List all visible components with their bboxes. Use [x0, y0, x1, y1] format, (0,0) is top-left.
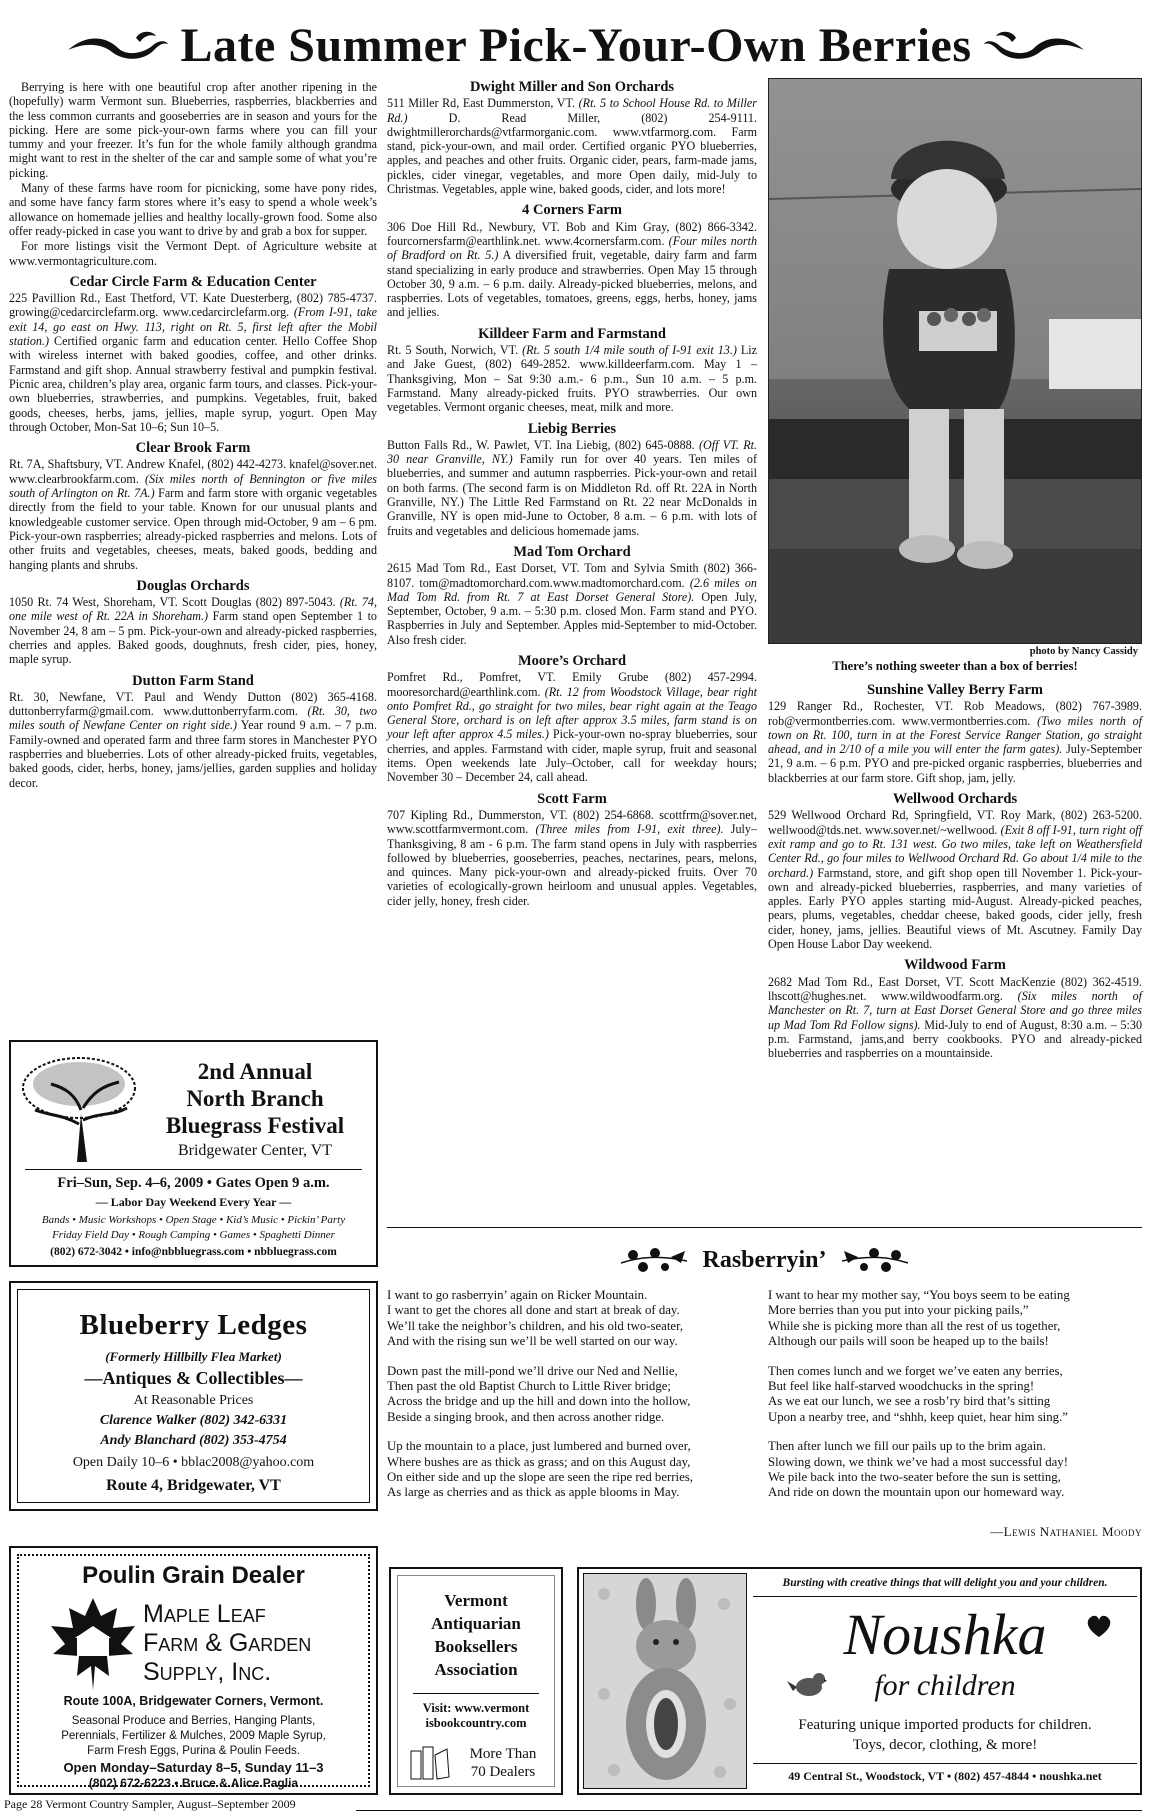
- farm-name: Moore’s Orchard: [517, 652, 627, 669]
- farm-listing: [768, 683, 1142, 785]
- books-icon: [409, 1741, 451, 1781]
- bluegrass-activities-2: Friday Field Day • Rough Camping • Games • Spaghetti Dinner: [52, 1229, 335, 1241]
- farm-details: Mid-July to end of August, 8:30 a.m. – 5:30 p.m. Farmstand, jams,and berry cookbooks. PYO and already-picked blueberries and raspberries on a mountainside.: [768, 1017, 1142, 1061]
- farm-directions: (Exit 8 off I-91, turn right off exit ramp and go to Rt. 131 west. Go two miles, take left on Weathersfield Center Rd., go four miles to Wellwood Orchard Rd. Go about 1/4 mile to the orchard.): [768, 822, 1143, 880]
- poulin-line-3: Supply, Inc.: [143, 1658, 272, 1686]
- poem-line: Upon a nearby tree, and “shhh, keep quiet, hear him sing.”: [768, 1409, 1068, 1424]
- farm-listing: [9, 275, 377, 434]
- blueberry-former: (Formerly Hillbilly Flea Market): [105, 1349, 282, 1364]
- booksellers-visit-2: isbookcountry.com: [425, 1716, 527, 1730]
- farm-description: [387, 220, 757, 320]
- farm-details: July–Thanksgiving, 8 am - 6 p.m. The farm stand opens in July with raspberries followed by blueberries, gooseberries, peaches, nectarines, pears, melons, and quinces. Many pick-your-own and already-picked fruits. Over 70 varieties of ecologically-grown heirloom and unusual apples. Vegetables, cider jelly, honey, fresh cider.: [387, 822, 757, 908]
- farm-name: Liebig Berries: [527, 420, 617, 437]
- left-flourish-icon: [66, 28, 170, 62]
- blueberry-phone-1: Clarence Walker (802) 342-6331: [99, 1413, 288, 1428]
- poem-line: As large as cherries and as thick as apple blooms in May.: [387, 1485, 680, 1500]
- blueberry-name: Blueberry Ledges: [79, 1309, 308, 1341]
- farm-listing: [387, 654, 757, 785]
- farm-details: Farm and farm store with organic vegetables directly from the field to your table. Known for our unusual plants and knowledgeable customer service. Open through mid-October, 9 am – 6 pm. Pick-your-own raspberries; already-picked raspberries and melons. Lots of other fruits and vegetables, cheeses, meats, baked goods, bedding and hanging plants and shrubs.: [9, 486, 377, 572]
- poem-line: Beside a singing brook, and then across another ridge.: [387, 1409, 665, 1424]
- divider: [753, 1763, 1137, 1764]
- poulin-items-3: Farm Fresh Eggs, Purina & Poulin Feeds.: [87, 1745, 300, 1757]
- farm-directions: (Six miles north of Bennington or five miles south of Arlington on Rt. 7A.): [9, 471, 377, 501]
- farm-details: Year round 9 a.m. – 7 p.m. Family-owned and operated farm and three farm stores in Manchester PYO raspberries and blueberries. Lots of other already-picked fruits, vegetables, baked goods, cider, herbs, honey, jams/jellies, garden supplies and holiday decor.: [9, 718, 377, 790]
- farm-listing: [387, 203, 757, 319]
- noushka-desc-1: Featuring unique imported products for children.: [798, 1717, 1092, 1733]
- farm-listing: [9, 674, 377, 790]
- booksellers-line-1: Vermont: [444, 1591, 508, 1610]
- blueberry-prices: At Reasonable Prices: [133, 1393, 254, 1408]
- poem-line: Up the mountain to a place, just lumbered and burned over,: [387, 1439, 691, 1454]
- photo-credit: photo by Nancy Cassidy: [1029, 646, 1138, 657]
- farm-name: Scott Farm: [537, 790, 607, 807]
- bluegrass-activities-1: Bands • Music Workshops • Open Stage • Kid’s Music • Pickin’ Party: [41, 1214, 346, 1226]
- bluegrass-line-3: Bluegrass Festival: [165, 1113, 345, 1138]
- farm-contact: 1050 Rt. 74 West, Shoreham, VT. Scott Douglas (802) 897-5043.: [9, 595, 340, 610]
- poulin-items-1: Seasonal Produce and Berries, Hanging Plants,: [71, 1715, 316, 1727]
- poem-line: As we eat our lunch, we see a rosb’ry bird that’s sitting: [768, 1394, 1051, 1409]
- poem-line: I want to get the chores all done and start at break of day.: [387, 1303, 680, 1318]
- farm-description: [9, 457, 377, 571]
- farm-contact: 2615 Mad Tom Rd., East Dorset, VT. Tom and Sylvia Smith (802) 366-8107. tom@madtomorchard.com.www.madtomorchard.com.: [387, 561, 757, 590]
- poulin-name: Poulin Grain Dealer: [82, 1562, 305, 1589]
- poem-stanza: [768, 1439, 1142, 1501]
- footer-rule: [356, 1810, 1142, 1811]
- poem-line: Where bushes are as thick as grass; and on this August day,: [387, 1454, 691, 1469]
- maple-leaf-icon: [47, 1596, 139, 1692]
- farm-directions: (Rt. 5 south 1/4 mile south of I-91 exit 13.): [522, 343, 737, 358]
- poem-line: On either side and up the slope are seen the ripe red berries,: [387, 1470, 693, 1485]
- farm-listing: [387, 327, 757, 415]
- farm-description: [9, 690, 377, 790]
- booksellers-line-3: Booksellers: [434, 1637, 518, 1656]
- farm-description: [387, 438, 757, 538]
- farm-listing: [9, 579, 377, 667]
- poem-author: —Lewis Nathaniel Moody: [990, 1524, 1142, 1539]
- poem-line: Across the bridge and up the hill and down into the hollow,: [387, 1394, 691, 1409]
- divider: [25, 1169, 362, 1170]
- farm-directions: (Rt. 30, two miles south of Newfane Center on right side.): [9, 704, 377, 733]
- column-1: [9, 80, 377, 790]
- farm-directions: (Three miles from I-91, exit three).: [535, 822, 724, 837]
- blueberry-tagline: —Antiques & Collectibles—: [84, 1368, 303, 1388]
- ad-poulin-grain: [9, 1546, 378, 1795]
- farm-listing: [768, 792, 1142, 951]
- farm-contact: Rt. 7A, Shaftsbury, VT. Andrew Knafel, (802) 442-4273. knafel@sover.net. www.clearbrookfarm.com.: [9, 457, 377, 486]
- farm-details: Farm stand open September 1 to November 24, 8 am – 5 pm. Pick-your-own and already-picked raspberries, cherries and apples. Baked goods, doughnuts, fresh cider, pies, honey, maple syrup.: [9, 609, 377, 667]
- farm-description: [387, 343, 757, 414]
- farm-description: [387, 808, 757, 908]
- booksellers-more-1: More Than: [469, 1746, 537, 1762]
- farm-listing: [387, 422, 757, 538]
- right-flourish-icon: [982, 28, 1086, 62]
- farm-contact: 707 Kipling Rd., Dummerston, VT. (802) 254-6868. scottfrm@sover.net, www.scottfarmvermont.com.: [387, 807, 757, 837]
- farm-name: Sunshine Valley Berry Farm: [866, 682, 1044, 698]
- noushka-photo: [583, 1573, 747, 1789]
- farm-description: [9, 595, 377, 666]
- bluegrass-subtitle: — Labor Day Weekend Every Year —: [95, 1195, 292, 1209]
- photo-boy-with-berries: [768, 78, 1142, 644]
- berry-sprig-icon: [619, 1243, 689, 1277]
- farm-description: [768, 808, 1142, 951]
- farm-details: A diversified fruit, vegetable, dairy farm and farm stand specializing in early produce and strawberries. Open May 15 through October 30, 9 a.m. – 6 p.m. daily. Already-picked blueberries, melons, and raspberries. Lots of vegetables, tomatoes, greens, eggs, herbs, honey, jams and jellies.: [387, 248, 757, 320]
- poem-line: While she is picking more than all the rest of us together,: [768, 1318, 1061, 1333]
- poem-stanza: [768, 1364, 1142, 1426]
- farm-name: 4 Corners Farm: [522, 202, 622, 219]
- intro-paragraph: For more listings visit the Vermont Dept. of Agriculture website at www.vermontagriculture.com.: [9, 239, 377, 268]
- farm-description: [387, 670, 757, 784]
- farm-name: Dutton Farm Stand: [132, 672, 254, 689]
- farm-details: Farmstand, store, and gift shop open till November 1. Pick-your-own and already-picked blueberries, raspberries, and many varieties of apples. Early PYO apples starting mid-August. Already-picked peaches, pears, plums, vegetables, cheddar cheese, baked goods, cider jelly, fresh cider, honey, jams, jellies. Beautiful views of Mt. Ascutney. Family Day Open House Labor Day weekend.: [768, 865, 1142, 952]
- photo-illustration: [769, 79, 1141, 643]
- column-3: [768, 683, 1142, 1060]
- booksellers-more-2: 70 Dealers: [470, 1764, 536, 1780]
- farm-name: Douglas Orchards: [136, 577, 250, 594]
- farm-details: Liz and Jake Guest, (802) 649-2852. www.killdeerfarm.com. May 1 – Thanksgiving, Mon – Sat 9:30 a.m.- 6 p.m., Sun 10 a.m. – 5 p.m. Farmstand. Many already-picked fruits. PYO strawberries. Our own vegetables. Vermont organic cheeses, meat, milk and more.: [387, 343, 757, 415]
- poem-title: Rasberryin’: [702, 1246, 827, 1273]
- farm-description: [387, 561, 757, 647]
- poem-line: We’ll take the neighbor’s children, and his old two-seater,: [387, 1318, 684, 1333]
- noushka-name: Noushka: [843, 1602, 1047, 1667]
- farm-directions: (Rt. 5 to School House Rd. to Miller Rd.): [387, 96, 757, 125]
- farm-directions: (From I-91, take exit 14, go east on Hwy. 113, right on Rt. 5, first left after the Mobil station.): [9, 305, 377, 349]
- farm-directions: (Rt. 74, one mile west of Rt. 22A in Shoreham.): [9, 595, 377, 624]
- farm-listing: [387, 792, 757, 908]
- intro-paragraph: Berrying is here with one beautiful crop after another ripening in the (hopefully) warm Vermont sun. Blueberries, raspberries, blackberries and the less common currants and gooseberries are in season and yours for the picking. Here are some pick-your-own farms where you can fill your tummy and your freezer. It’s fun for the whole family although grandma might want to rest in the shelter of the car and sample some of what you’re picking.: [9, 80, 377, 180]
- ad-noushka: [577, 1567, 1142, 1795]
- intro-paragraph: Many of these farms have room for picnicking, some have pony rides, and some have fancy farm stores where it’s easy to spend a whole week’s allowance on homemade jellies and healthy locally-grown food. Some also offer ready-picked in case you want to drive by and grab a box for supper.: [9, 181, 377, 238]
- bluegrass-dates: Fri–Sun, Sep. 4–6, 2009 • Gates Open 9 a.m.: [57, 1175, 330, 1191]
- divider: [753, 1596, 1137, 1597]
- noushka-subtitle: for children: [874, 1669, 1016, 1702]
- farm-name: Clear Brook Farm: [135, 440, 251, 457]
- farm-listing: [387, 545, 757, 647]
- section-divider: [387, 1227, 1142, 1228]
- farm-contact: Button Falls Rd., W. Pawlet, VT. Ina Liebig, (802) 645-0888.: [387, 437, 699, 452]
- poulin-address: Route 100A, Bridgewater Corners, Vermont.: [63, 1694, 324, 1708]
- farm-contact: 225 Pavillion Rd., East Thetford, VT. Kate Duesterberg, (802) 785-4737. growing@cedarcirclefarm.org. www.cedarcirclefarm.org.: [9, 291, 377, 320]
- farm-contact: 529 Wellwood Orchard Rd, Springfield, VT. Roy Mark, (802) 263-5200. wellwood@tds.net. www.sover.net/~wellwood.: [768, 808, 1142, 837]
- page-footer: Page 28 Vermont Country Sampler, August–September 2009: [4, 1797, 296, 1811]
- booksellers-line-4: Association: [434, 1660, 518, 1679]
- poem-line: I want to hear my mother say, “You boys seem to be eating: [768, 1288, 1070, 1302]
- poem-stanza: [387, 1288, 757, 1350]
- farm-details: Pick-your-own no-spray blueberries, sour cherries, and apples. Farmstand with cider, maple syrup, fruit and seasonal items. Open weekends late July–October, call for weekday hours; November 30 – December 24, call ahead.: [387, 727, 757, 785]
- poulin-items-2: Perennials, Fertilizer & Mulches, 2009 Maple Syrup,: [61, 1730, 326, 1742]
- farm-description: [9, 291, 377, 434]
- poem-line: More berries than you put into your picking pails,”: [768, 1303, 1029, 1318]
- farm-description: [768, 975, 1142, 1061]
- poem-line: We pile back into the two-seater before the sun is setting,: [768, 1470, 1061, 1485]
- farm-details: July-September 21, 9 a.m. – 6 p.m. PYO and pre-picked organic raspberries, blueberries and blackberries at our farm store. Gift shop, jam, jelly.: [768, 742, 1142, 785]
- tree-icon: [21, 1054, 139, 1164]
- farm-description: [387, 96, 757, 196]
- farm-name: Wildwood Farm: [904, 957, 1006, 974]
- knitted-bunny-illustration: [584, 1574, 747, 1789]
- farm-details: Family run for over 40 years. Ten miles of blueberries, and summer and autumn raspberries. Pick-your-own and retail on both farms. (The second farm is on Middleton Rd. off Rt. 22A in North Granville, NY.) The Little Red Farmstand on Rt. 22 near McDonalds in Granville, NY is open mid-June to October, 8 a.m. – 6 p.m. with lots of fruits and vegetables and delicious homemade jams.: [387, 452, 758, 538]
- farm-directions: (Two miles north of town on Rt. 100, turn in at the Forest Service Ranger Station, go straight ahead, and in 2/10 of a mile you will enter the farm gates).: [768, 713, 1142, 757]
- ad-bluegrass-festival: [9, 1040, 378, 1267]
- farm-details: Certified organic farm and education center. Hello Coffee Shop with wireless internet with baked goodies, coffee, and other drinks. Farmstand and gift shop. Annual strawberry festival and pumpkin festival. Picnic area, children’s play area, organic farm tours, and classes. Pick-your-own blueberries, strawberries, and pumpkins. Vegetables, fruit, baked goods, cheeses, herbs, jams, jellies, maple syrup, yogurt. Open May through October, Mon-Sat 10–6; Sun 10–5.: [9, 334, 377, 434]
- farm-directions: (Off VT. Rt. 30 near Granville, NY.): [387, 437, 757, 467]
- ad-booksellers: [389, 1567, 563, 1795]
- poem-line: Down past the mill-pond we’ll drive our Ned and Nellie,: [387, 1363, 678, 1378]
- farm-contact: Rt. 30, Newfane, VT. Paul and Wendy Dutton (802) 365-4168. duttonberryfarm@gmail.com. www.duttonberryfarm.com.: [9, 689, 377, 719]
- poem-column-right: [768, 1288, 1142, 1515]
- photo-caption: There’s nothing sweeter than a box of berries!: [832, 659, 1078, 673]
- poem-title-row: [387, 1240, 1142, 1280]
- farm-contact: 129 Ranger Rd., Rochester, VT. Rob Meadows, (802) 767-3989. rob@vermontberries.com. www.vermontberries.com.: [768, 699, 1142, 728]
- farm-directions: (Six miles north of Manchester on Rt. 7, turn at East Dorset General Store and go three miles up Mad Tom Rd Follow signs).: [768, 988, 1143, 1032]
- bluegrass-line-2: North Branch: [186, 1086, 324, 1111]
- poem-line: Then after lunch we fill our pails up to the brim again.: [768, 1439, 1046, 1454]
- farm-contact: Pomfret Rd., Pomfret, VT. Emily Grube (802) 457-2994. mooresorchard@earthlink.com.: [387, 670, 757, 699]
- poem-line: And ride on down the mountain upon our homeward way.: [768, 1485, 1065, 1500]
- farm-listing: [387, 80, 757, 196]
- bluegrass-location: Bridgewater Center, VT: [177, 1142, 333, 1159]
- poem-line: And with the rising sun we’ll be well started on our way.: [387, 1334, 678, 1349]
- booksellers-line-2: Antiquarian: [431, 1614, 521, 1633]
- farm-contact: Rt. 5 South, Norwich, VT.: [387, 343, 523, 358]
- farm-listing: [9, 441, 377, 572]
- farm-contact: 511 Miller Rd, East Dummerston, VT.: [387, 96, 579, 111]
- column-2: [387, 80, 757, 908]
- heart-icon: [1085, 1613, 1113, 1639]
- booksellers-visit-1: Visit: www.vermont: [422, 1701, 530, 1715]
- poem-column-left: [387, 1288, 757, 1515]
- poem-line: Then past the old Baptist Church to Little River bridge;: [387, 1379, 671, 1394]
- farm-description: [768, 699, 1142, 785]
- poem-stanza: [387, 1364, 757, 1426]
- farm-directions: (Rt. 12 from Woodstock Village, bear right onto Pomfret Rd., go straight for two miles, bear right again at the Teago General Store, orchard is on left after approx 3.5 miles, farm stand is on your left after approx 4.5 miles.): [387, 684, 757, 742]
- farm-directions: (2.6 miles on Mad Tom Rd. from Rt. 7 at East Dorset General Store).: [387, 575, 757, 604]
- divider: [413, 1693, 539, 1694]
- blueberry-phone-2: Andy Blanchard (802) 353-4754: [100, 1433, 287, 1448]
- poem-line: Slowing down, we think we’ve had a most successful day!: [768, 1454, 1068, 1469]
- berry-sprig-icon: [840, 1243, 910, 1277]
- farm-name: Cedar Circle Farm & Education Center: [69, 273, 317, 290]
- farm-contact: 2682 Mad Tom Rd., East Dorset, VT. Scott MacKenzie (802) 362-4519. lhscott@hughes.net. www.wildwoodfarm.org.: [768, 974, 1142, 1003]
- noushka-tagline: Bursting with creative things that will delight you and your children.: [782, 1577, 1108, 1589]
- poem-stanza: [387, 1439, 757, 1501]
- farm-details: D. Read Miller, (802) 254-9111. dwightmillerorchards@vtfarmorganic.com. www.vtfarmorg.com. Farm stand, pick-your-own, and mail order. Certified organic PYO blueberries, apples, and peaches and other fruits. Organic cider, pears, farm-made jams, pickles, cider vinegar, vegetables, and more Open daily, mid-July to Christmas. Vegetables, apple wine, baked goods, cider, and lots more!: [387, 110, 757, 197]
- poem-stanza: [768, 1288, 1142, 1350]
- blueberry-route: Route 4, Bridgewater, VT: [106, 1477, 281, 1494]
- poulin-contact: (802) 672-6223 • Bruce & Alice Paglia: [88, 1776, 299, 1790]
- farm-contact: 306 Doe Hill Rd., Newbury, VT. Bob and Kim Gray, (802) 866-3342. fourcornersfarm@earthlink.net. www.4cornersfarm.com.: [387, 219, 757, 248]
- blueberry-hours: Open Daily 10–6 • bblac2008@yahoo.com: [72, 1455, 315, 1470]
- poulin-hours: Open Monday–Saturday 8–5, Sunday 11–3: [63, 1760, 324, 1775]
- farm-name: Killdeer Farm and Farmstand: [478, 325, 666, 342]
- farm-details: Open July, September, October, 9 a.m. – 5:30 p.m. closed Mon. Farm stand and PYO. Raspberries in July and September. Apples mid-September to mid-October. Also fresh cider.: [387, 589, 758, 647]
- poem-line: I want to go rasberryin’ again on Ricker Mountain.: [387, 1288, 648, 1302]
- noushka-desc-2: Toys, decor, clothing, & more!: [852, 1737, 1038, 1753]
- poem-line: But feel like half-starved woodchucks in the spring!: [768, 1379, 1035, 1394]
- noushka-contact: 49 Central St., Woodstock, VT • (802) 457-4844 • noushka.net: [788, 1769, 1102, 1783]
- poem-line: Then comes lunch and we forget we’ve eaten any berries,: [768, 1363, 1063, 1378]
- farm-listing: [768, 958, 1142, 1060]
- bluegrass-line-1: 2nd Annual: [197, 1059, 313, 1084]
- poulin-line-1: Maple Leaf: [143, 1600, 266, 1628]
- poulin-line-2: Farm & Garden: [143, 1629, 312, 1657]
- farm-name: Mad Tom Orchard: [513, 543, 631, 560]
- title-banner: [0, 14, 1152, 76]
- farm-name: Wellwood Orchards: [892, 791, 1018, 808]
- farm-name: Dwight Miller and Son Orchards: [469, 79, 675, 95]
- page-title: Late Summer Pick-Your-Own Berries: [180, 18, 972, 72]
- farm-directions: (Four miles north of Bradford on Rt. 5.): [387, 233, 757, 263]
- bluegrass-contact: (802) 672-3042 • info@nbbluegrass.com • nbbluegrass.com: [50, 1246, 337, 1258]
- ad-blueberry-ledges: [9, 1281, 378, 1511]
- poem-line: Although our pails will soon be heaped up to the bails!: [768, 1334, 1049, 1349]
